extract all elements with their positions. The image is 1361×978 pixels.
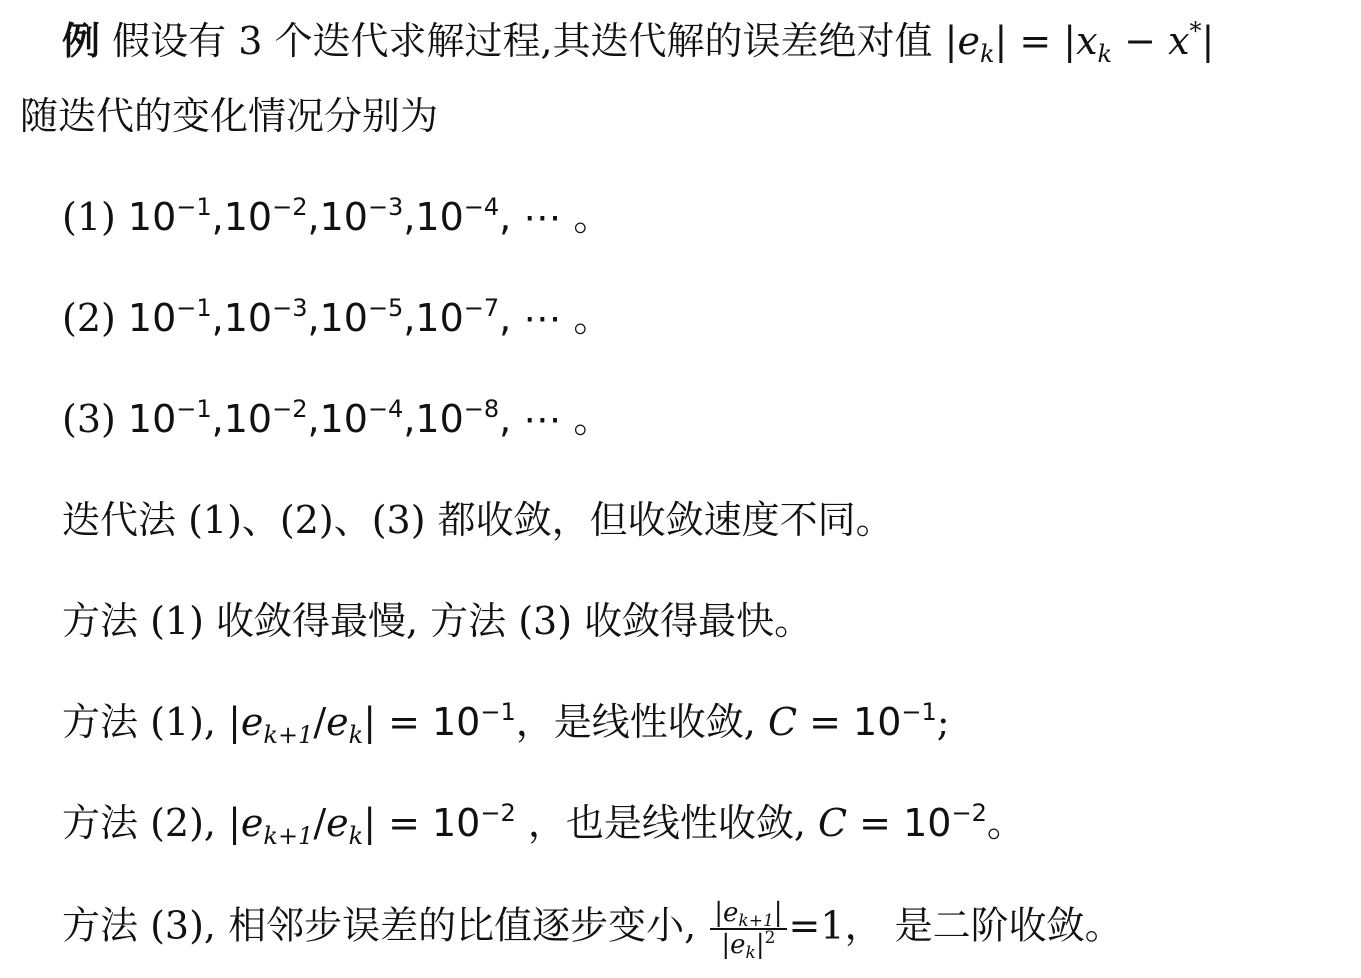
example-intro-line [62,16,1214,66]
sequence-2-end: ⋯ 。 [523,296,612,340]
method-1-analysis: 方法 (1), $|e_{k+1}/e_k| = 10^{-1}$，是线性收敛, $C = 10^{-1}$; [62,698,950,749]
sequence-2: (2) $10^{-1},10^{-3},10^{-5},10^{-7}$, ⋯ 。 [62,294,612,340]
example-label: 例 [62,18,101,63]
example-intro-continuation: 随迭代的变化情况分别为 [20,94,439,138]
sequence-1-label: (1) [62,195,116,239]
sequence-3: (3) $10^{-1},10^{-2},10^{-4},10^{-8}$, ⋯ 。 [62,395,612,441]
sequence-3-label: (3) [62,397,116,441]
error-formula: $|e_k| = |x_k - x^*|$ [944,17,1215,68]
example-intro-text: 假设有 3 个迭代求解过程,其迭代解的误差绝对值 [112,19,933,63]
sequence-1: (1) $10^{-1},10^{-2},10^{-3},10^{-4}$, ⋯ 。 [62,193,612,239]
convergence-statement: 迭代法 (1)、(2)、(3) 都收敛，但收敛速度不同。 [62,498,894,542]
method-2-analysis: 方法 (2), $|e_{k+1}/e_k| = 10^{-2}$ ，也是线性收敛, $C = 10^{-2}$。 [62,799,1025,850]
method-3-analysis: 方法 (3), 相邻步误差的比值逐步变小, $\frac{|e_{k+1}|}{|e_k|^2}$ =1， 是二阶收敛。 [62,898,1123,963]
sequence-3-end: ⋯ 。 [523,397,612,441]
sequence-1-end: ⋯ 。 [523,195,612,239]
sequence-2-label: (2) [62,296,116,340]
ratio-fraction: $\frac{|e_{k+1}|}{|e_k|^2}$ [710,898,786,960]
speed-comparison: 方法 (1) 收敛得最慢, 方法 (3) 收敛得最快。 [62,599,813,643]
